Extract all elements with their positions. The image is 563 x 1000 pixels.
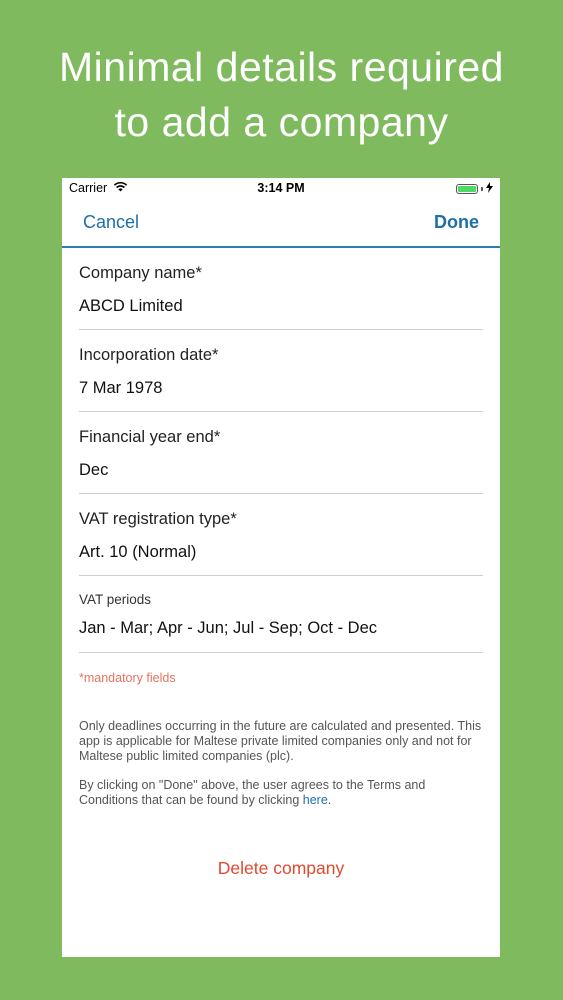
vat-periods-field[interactable] <box>79 576 483 653</box>
mandatory-fields-note: *mandatory fields <box>79 671 176 685</box>
battery-tip <box>481 187 483 191</box>
terms-note <box>79 778 483 808</box>
vat-periods-value[interactable]: Jan - Mar; Apr - Jun; Jul - Sep; Oct - Dec <box>79 619 378 637</box>
battery-icon <box>456 184 478 194</box>
status-right <box>456 182 493 196</box>
delete-company-button[interactable]: Delete company <box>217 858 345 878</box>
incorporation-date-value[interactable]: 7 Mar 1978 <box>79 379 163 397</box>
vat-periods-label: VAT periods <box>79 592 152 607</box>
cancel-button[interactable]: Cancel <box>83 212 140 232</box>
battery-fill <box>458 186 476 192</box>
done-button[interactable]: Done <box>434 212 479 232</box>
incorporation-date-label: Incorporation date* <box>79 346 219 364</box>
headline-line-1: Minimal details required <box>59 44 504 90</box>
promo-headline <box>0 40 563 150</box>
navigation-bar <box>62 200 500 248</box>
incorporation-date-field[interactable] <box>79 330 483 412</box>
vat-registration-type-field[interactable] <box>79 494 483 576</box>
financial-year-end-label: Financial year end* <box>79 428 221 446</box>
company-name-label: Company name* <box>79 264 202 282</box>
company-name-value[interactable]: ABCD Limited <box>79 297 183 315</box>
company-name-field[interactable] <box>79 248 483 330</box>
company-form <box>62 248 500 808</box>
terms-suffix: . <box>327 793 332 807</box>
headline-line-2: to add a company <box>114 99 449 145</box>
financial-year-end-field[interactable] <box>79 412 483 494</box>
status-bar <box>62 178 500 200</box>
charging-bolt-icon <box>486 182 493 196</box>
disclaimer-note: Only deadlines occurring in the future are calculated and presented. This app is applicable for Maltese private limited companies only and not for Maltese public limited companies (plc). <box>79 719 482 763</box>
carrier-label: Carrier <box>69 181 108 195</box>
vat-registration-type-label: VAT registration type* <box>79 510 237 528</box>
vat-registration-type-value[interactable]: Art. 10 (Normal) <box>79 543 197 561</box>
terms-text: By clicking on "Done" above, the user agrees to the Terms and Conditions that can be found by clicking <box>79 778 426 807</box>
financial-year-end-value[interactable]: Dec <box>79 461 109 479</box>
phone-screen <box>62 178 500 957</box>
terms-link[interactable]: here <box>302 793 328 807</box>
status-time: 3:14 PM <box>257 181 305 195</box>
